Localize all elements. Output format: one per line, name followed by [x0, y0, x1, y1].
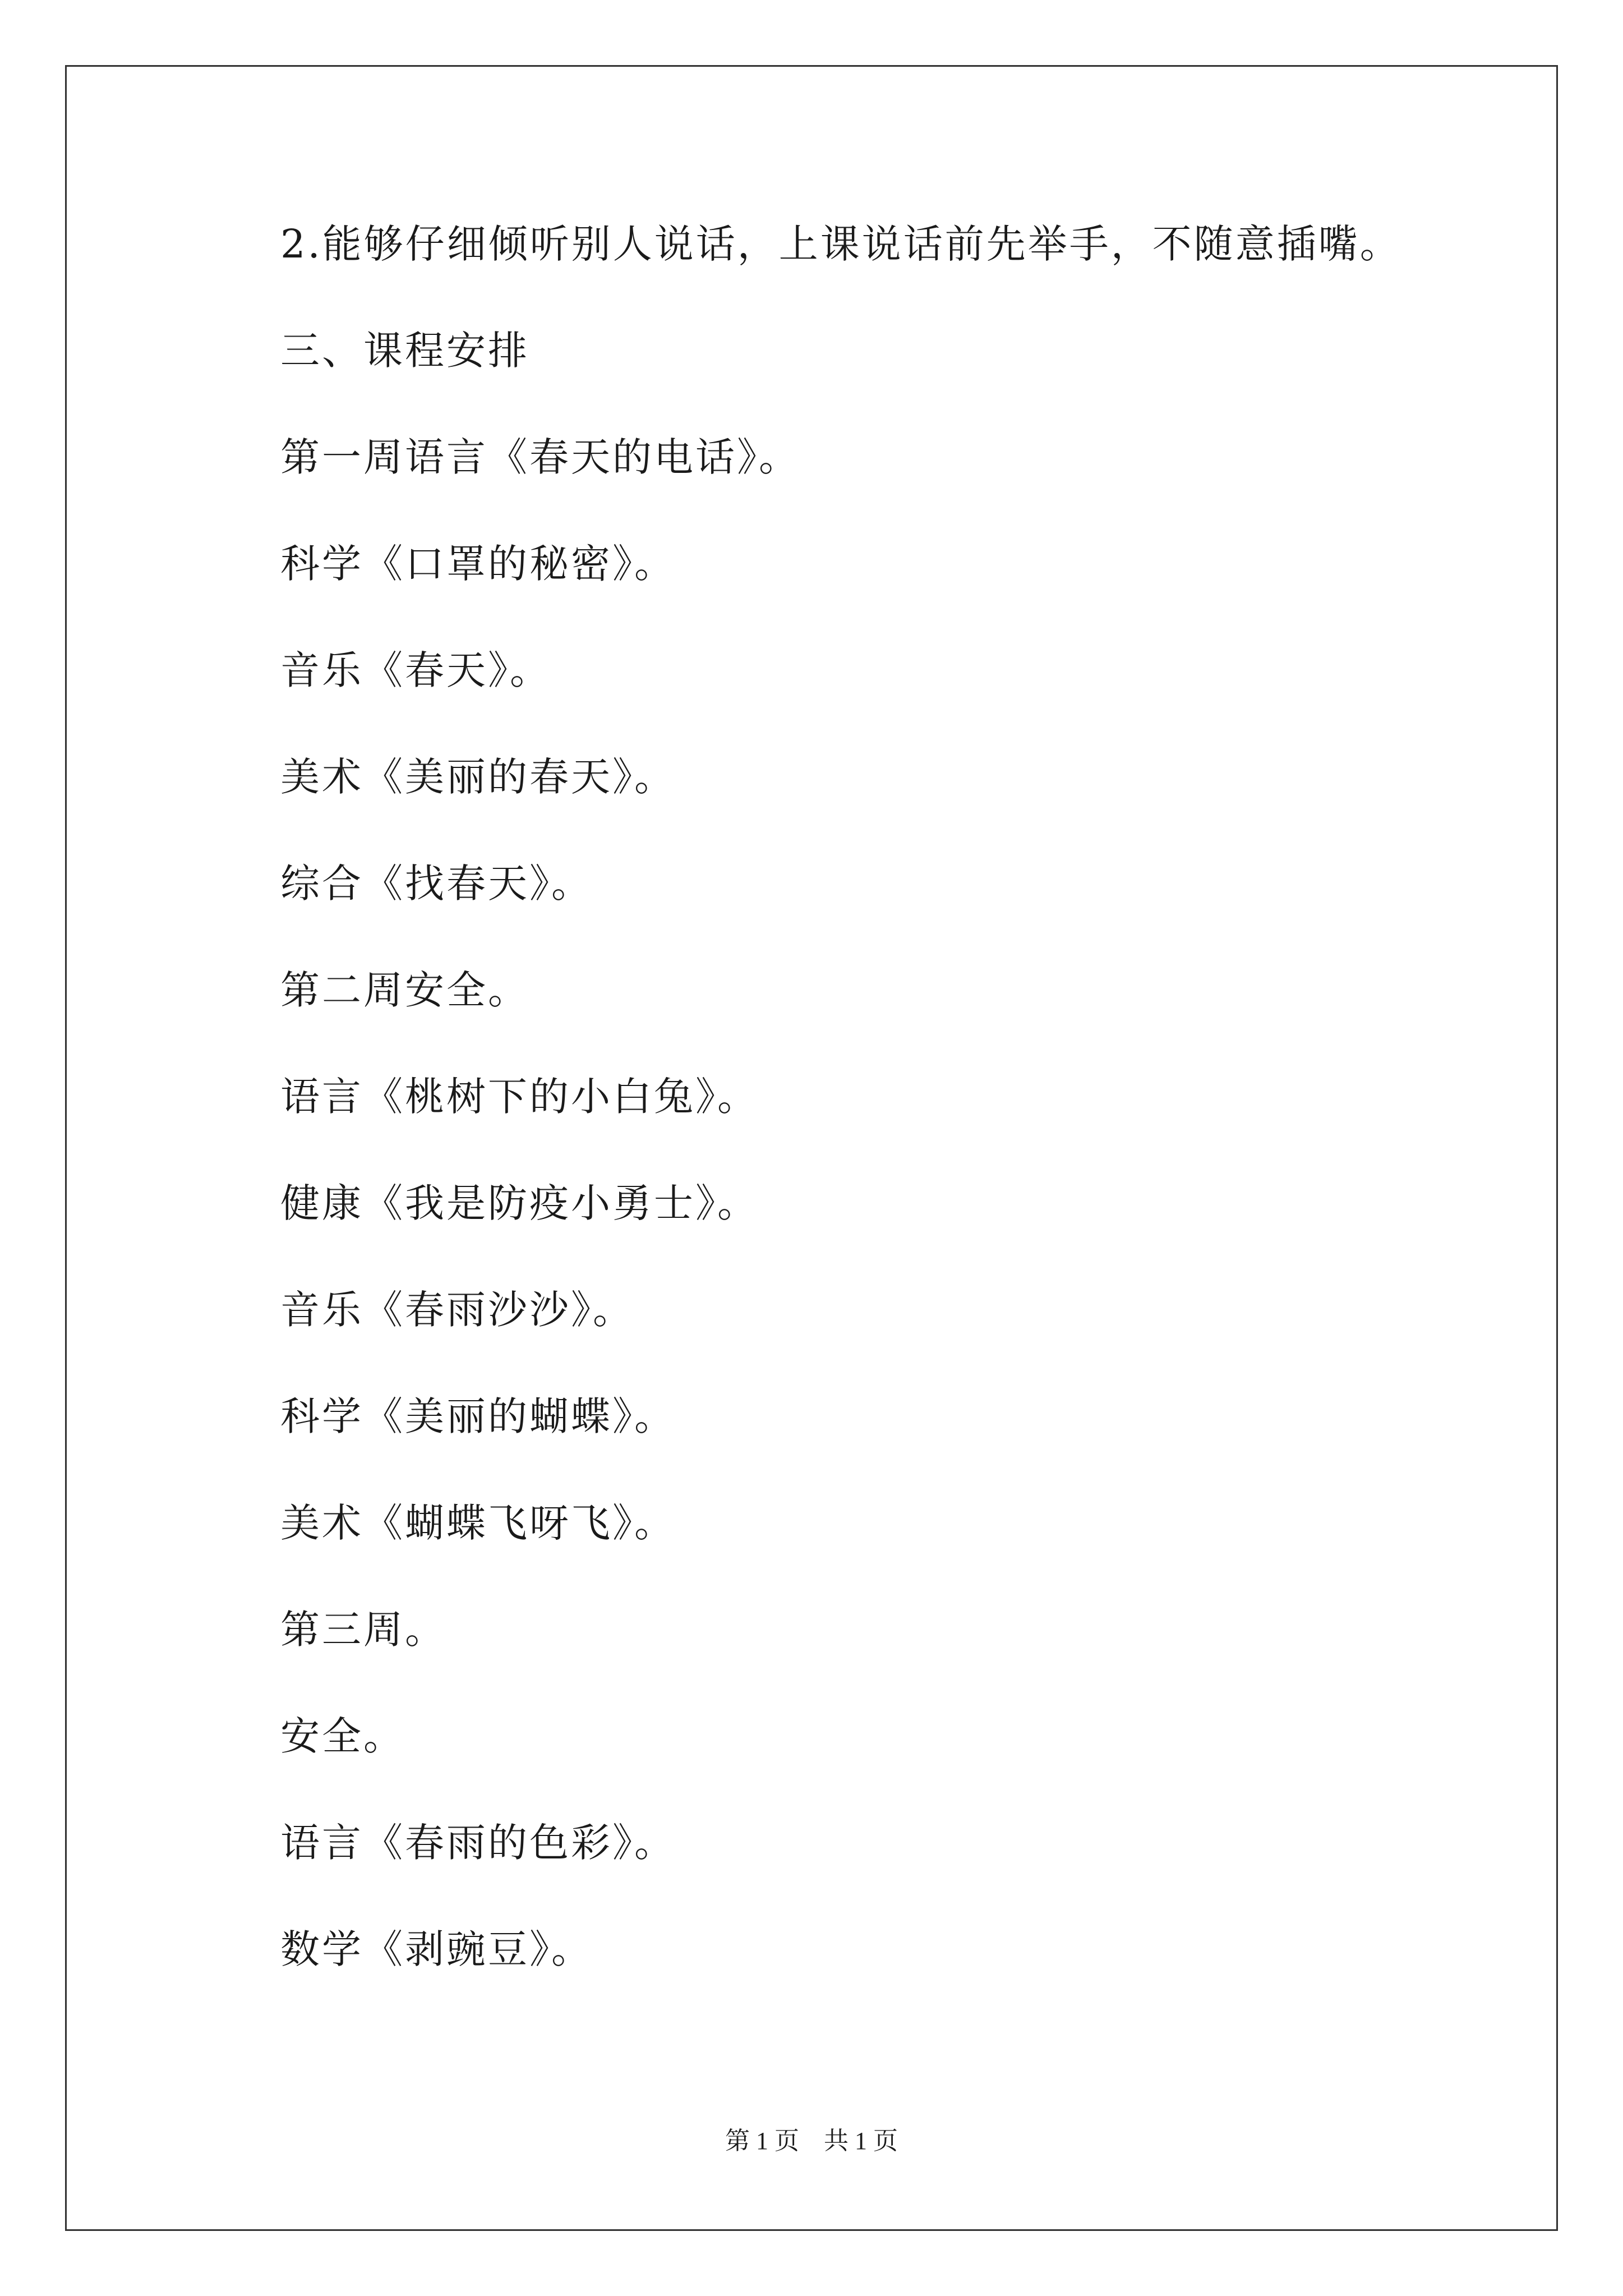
text-line: 语言《桃树下的小白兔》。 — [280, 1074, 759, 1120]
text-line: 音乐《春天》。 — [280, 647, 551, 693]
text-line: 美术《美丽的春天》。 — [280, 754, 676, 800]
document-body — [280, 222, 1458, 2033]
text-line: 音乐《春雨沙沙》。 — [280, 1287, 634, 1333]
text-line: 语言《春雨的色彩》。 — [280, 1820, 676, 1866]
text-line: 美术《蝴蝶飞呀飞》。 — [280, 1500, 676, 1546]
text-line: 数学《剥豌豆》。 — [280, 1926, 593, 1972]
text-line: 综合《找春天》。 — [280, 861, 593, 907]
page-footer: 第 1 页 共 1 页 — [725, 2127, 898, 2155]
section-heading: 三、课程安排 — [280, 328, 529, 374]
text-line: 安全。 — [280, 1713, 405, 1759]
text-line: 第三周。 — [280, 1607, 446, 1653]
text-line: 2.能够仔细倾听别人说话，上课说话前先举手，不随意插嘴。 — [280, 221, 1401, 267]
text-line: 健康《我是防疫小勇士》。 — [280, 1180, 759, 1226]
text-line: 科学《美丽的蝴蝶》。 — [280, 1393, 676, 1439]
text-line: 第二周安全。 — [280, 967, 529, 1013]
text-line: 科学《口罩的秘密》。 — [280, 541, 676, 587]
text-line: 第一周语言《春天的电话》。 — [280, 434, 800, 480]
